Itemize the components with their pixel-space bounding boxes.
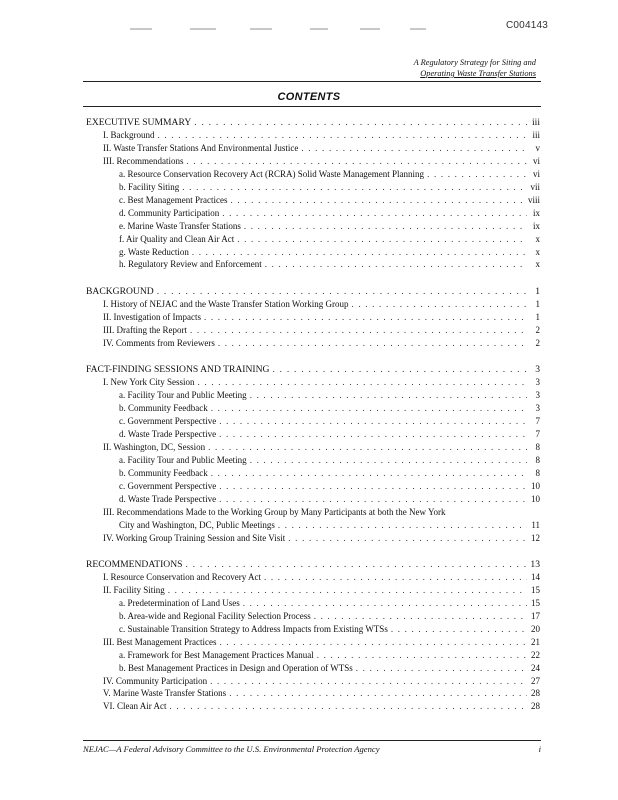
toc-section — [86, 559, 540, 570]
footer-page-number: i — [538, 744, 541, 754]
toc-entry — [103, 688, 540, 699]
toc-page-number: 2 — [535, 337, 540, 348]
toc-entry-label: h. Regulatory Review and Enforcement — [119, 259, 262, 270]
toc-entry — [103, 637, 540, 648]
toc-page-number: iii — [532, 117, 540, 128]
toc-leader-dots — [230, 195, 525, 206]
toc-leader-dots — [264, 572, 527, 583]
toc-page-number: vi — [532, 168, 540, 179]
toc-leader-dots — [168, 585, 527, 596]
toc-entry-label: III. Best Management Practices — [103, 636, 217, 647]
toc-leader-dots — [210, 676, 527, 687]
toc-entry — [103, 325, 540, 336]
running-head-line1: A Regulatory Strategy for Siting and — [413, 58, 536, 67]
toc-entry-label: f. Air Quality and Clean Air Act — [119, 233, 235, 244]
toc-entry-label: IV. Comments from Reviewers — [103, 337, 215, 348]
toc-leader-dots — [219, 481, 527, 492]
toc-leader-dots — [237, 234, 527, 245]
toc-page-number: viii — [527, 194, 540, 205]
toc-leader-dots — [185, 559, 527, 570]
toc-leader-dots — [222, 208, 527, 219]
toc-entry — [119, 169, 540, 180]
toc-entry-label: I. Resource Conservation and Recovery Act — [103, 571, 261, 582]
toc-entry-label: d. Community Participation — [119, 207, 220, 218]
toc-entry — [103, 312, 540, 323]
toc-entry-continuation — [119, 520, 540, 531]
toc-leader-dots — [208, 442, 527, 453]
toc-leader-dots — [356, 663, 527, 674]
toc-entry — [103, 130, 540, 141]
toc-entry — [103, 676, 540, 687]
toc-leader-dots — [158, 130, 528, 141]
toc-page-number: 8 — [535, 441, 540, 452]
toc-entry-label: c. Best Management Practices — [119, 194, 228, 205]
toc-entry-label: IV. Working Group Training Session and Site Visit — [103, 532, 286, 543]
toc-leader-dots — [219, 637, 527, 648]
toc-entry-label: II. Washington, DC, Session — [103, 441, 206, 452]
toc-entry-label: FACT-FINDING SESSIONS AND TRAINING — [86, 364, 270, 376]
toc-entry-label: g. Waste Reduction — [119, 246, 189, 257]
toc-page-number: 21 — [531, 636, 540, 647]
toc-entry-label: II. Waste Transfer Stations And Environmental Justice — [103, 142, 299, 153]
toc-entry-label: IV. Community Participation — [103, 675, 208, 686]
toc-leader-dots — [182, 182, 527, 193]
toc-entry-label: e. Marine Waste Transfer Stations — [119, 220, 241, 231]
toc-leader-dots — [391, 624, 527, 635]
toc-entry-label: RECOMMENDATIONS — [86, 558, 183, 570]
toc-entry-label: b. Community Feedback — [119, 467, 208, 478]
toc-leader-dots — [265, 259, 527, 270]
toc-page-number: 8 — [535, 454, 540, 465]
toc-leader-dots — [186, 156, 527, 167]
toc-leader-dots — [219, 494, 527, 505]
page-footer — [83, 744, 541, 754]
toc-leader-dots — [211, 468, 527, 479]
toc-entry-label: I. History of NEJAC and the Waste Transfer Station Working Group — [103, 298, 349, 309]
toc-page-number: 1 — [535, 285, 540, 297]
toc-page-number: 2 — [535, 324, 540, 335]
toc-leader-dots — [250, 455, 527, 466]
toc-leader-dots — [317, 650, 527, 661]
toc-page-number: 27 — [531, 675, 540, 686]
toc-leader-dots — [198, 377, 527, 388]
toc-entry — [103, 585, 540, 596]
toc-page-number: 7 — [535, 428, 540, 439]
toc-page-number: 3 — [535, 377, 540, 388]
toc-page-number: 8 — [535, 467, 540, 478]
toc-entry — [103, 572, 540, 583]
toc-leader-dots — [194, 117, 527, 128]
toc-entry — [103, 156, 540, 167]
toc-leader-dots — [351, 299, 527, 310]
toc-page-number: 28 — [531, 688, 540, 699]
toc-entry — [119, 611, 540, 622]
toc-entry — [119, 221, 540, 232]
toc-entry — [119, 390, 540, 401]
toc-leader-dots — [244, 221, 527, 232]
toc-page-number: 10 — [531, 493, 540, 504]
toc-entry — [119, 455, 540, 466]
toc-section — [86, 364, 540, 375]
toc-page-number: 3 — [535, 403, 540, 413]
scan-artifact-marks — [110, 28, 490, 34]
toc-entry — [119, 259, 540, 270]
toc-page-number: 14 — [531, 571, 540, 582]
toc-page-number: 1 — [535, 298, 540, 309]
toc-leader-dots — [243, 598, 527, 609]
toc-leader-dots — [288, 533, 527, 544]
toc-page-number: 20 — [531, 623, 540, 634]
toc-entry — [119, 234, 540, 245]
toc-entry-label: a. Facility Tour and Public Meeting — [119, 454, 247, 465]
toc-entry-label: EXECUTIVE SUMMARY — [86, 117, 192, 128]
running-head-line2: Operating Waste Transfer Stations — [420, 69, 536, 78]
toc-entry — [119, 598, 540, 609]
toc-page-number: ix — [532, 207, 540, 218]
toc-leader-dots — [314, 611, 527, 622]
toc-page-number: x — [535, 259, 540, 270]
toc-entry-label: a. Framework for Best Management Practices Manual — [119, 649, 314, 660]
toc-section — [86, 286, 540, 297]
toc-leader-dots — [427, 169, 527, 180]
toc-page-number: 3 — [535, 390, 540, 401]
toc-page-number: 17 — [531, 610, 540, 621]
toc-leader-dots — [301, 143, 527, 154]
footer-rule — [83, 740, 541, 741]
toc-page-number: vi — [532, 155, 540, 166]
toc-page-number: vii — [530, 181, 540, 192]
toc-entry — [103, 442, 540, 453]
toc-page-number: x — [535, 233, 540, 244]
toc-entry-label: III. Recommendations — [103, 155, 184, 166]
toc-entry-label: c. Government Perspective — [119, 415, 217, 426]
toc-leader-dots — [229, 688, 527, 699]
toc-entry — [119, 416, 540, 427]
toc-entry — [103, 338, 540, 349]
toc-entry-label: c. Government Perspective — [119, 480, 217, 491]
toc-entry — [119, 494, 540, 505]
toc-entry — [119, 624, 540, 635]
toc-leader-dots — [272, 364, 527, 375]
toc-entry-label: III. Drafting the Report — [103, 324, 187, 335]
toc-entry — [119, 403, 540, 414]
toc-entry — [119, 481, 540, 492]
toc-entry — [119, 468, 540, 479]
toc-entry — [119, 663, 540, 674]
running-head — [414, 57, 536, 79]
toc-entry-label: a. Predetermination of Land Uses — [119, 597, 240, 608]
toc-entry — [103, 533, 540, 544]
header-rule — [83, 81, 541, 82]
toc-entry-label: I. Background — [103, 129, 155, 140]
toc-leader-dots — [170, 701, 528, 712]
toc-entry — [119, 208, 540, 219]
toc-leader-dots — [204, 312, 527, 323]
toc-page-number: v — [535, 142, 540, 153]
toc-page-number: x — [535, 246, 540, 257]
toc-entry-label: VI. Clean Air Act — [103, 701, 167, 712]
document-id: C004143 — [506, 20, 548, 31]
toc-page-number: 13 — [530, 558, 540, 570]
toc-entry-label: II. Investigation of Impacts — [103, 311, 201, 322]
toc-page-number: 12 — [531, 532, 540, 543]
toc-page-number: 3 — [535, 364, 540, 376]
toc-entry-label: b. Facility Siting — [119, 181, 180, 192]
toc-entry — [103, 299, 540, 310]
footer-text: NEJAC—A Federal Advisory Committee to the U.S. Environmental Protection Agency — [83, 744, 380, 754]
toc-page-number: 22 — [531, 649, 540, 660]
page-title: CONTENTS — [277, 91, 341, 103]
toc-page-number: 15 — [531, 597, 540, 608]
toc-entry — [103, 143, 540, 154]
toc-page-number: 24 — [531, 662, 540, 673]
toc-leader-dots — [192, 247, 527, 258]
toc-entry — [119, 182, 540, 193]
toc-leader-dots — [219, 429, 527, 440]
toc-page-number: 11 — [531, 519, 540, 530]
toc-page-number: 15 — [531, 584, 540, 595]
toc-leader-dots — [211, 403, 527, 414]
title-rule — [83, 106, 541, 107]
toc-entry-label: City and Washington, DC, Public Meetings — [119, 519, 275, 530]
toc-leader-dots — [157, 286, 527, 297]
toc-entry — [103, 507, 540, 518]
toc-section — [86, 117, 540, 128]
toc-entry-label: b. Best Management Practices in Design and Operation of WTSs — [119, 662, 353, 673]
toc-leader-dots — [190, 325, 527, 336]
toc-page-number: iii — [532, 129, 540, 140]
toc-leader-dots — [278, 520, 527, 531]
toc-entry-label: b. Community Feedback — [119, 403, 208, 413]
toc-entry — [119, 247, 540, 258]
toc-entry-label: d. Waste Trade Perspective — [119, 428, 217, 439]
toc-entry-label: BACKGROUND — [86, 285, 154, 297]
toc-page-number: 7 — [535, 415, 540, 426]
toc-leader-dots — [218, 338, 527, 349]
toc-entry-label: V. Marine Waste Transfer Stations — [103, 688, 227, 699]
toc-entry-label: III. Recommendations Made to the Working Group by Many Participants at both the New York — [103, 506, 446, 517]
toc-leader-dots — [250, 390, 527, 401]
toc-entry-label: a. Facility Tour and Public Meeting — [119, 390, 247, 401]
toc-entry-label: b. Area-wide and Regional Facility Selection Process — [119, 610, 311, 621]
toc-entry-label: II. Facility Siting — [103, 584, 165, 595]
toc-entry — [119, 195, 540, 206]
toc-entry-label: c. Sustainable Transition Strategy to Address Impacts from Existing WTSs — [119, 623, 388, 634]
toc-entry — [119, 650, 540, 661]
toc-entry-label: d. Waste Trade Perspective — [119, 493, 217, 504]
toc-entry — [119, 429, 540, 440]
toc-leader-dots — [219, 416, 527, 427]
toc-page-number: 10 — [531, 480, 540, 491]
toc-page-number: 28 — [531, 701, 540, 712]
toc-page-number: ix — [532, 220, 540, 231]
toc-entry-label: I. New York City Session — [103, 377, 195, 388]
toc-entry — [103, 377, 540, 388]
toc-page-number: 1 — [535, 311, 540, 322]
toc-entry-label: a. Resource Conservation Recovery Act (RCRA) Solid Waste Management Planning — [119, 168, 425, 179]
toc-entry — [103, 701, 540, 712]
